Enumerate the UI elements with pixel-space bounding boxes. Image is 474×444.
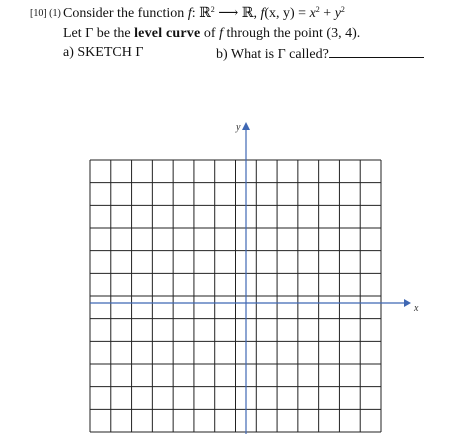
- level-curve-term: level curve: [134, 26, 201, 41]
- function-args: (x, y): [264, 6, 295, 21]
- function-name: f: [187, 6, 192, 21]
- codomain-arrow: ⟶ ℝ,: [214, 6, 261, 21]
- intro-text: Consider the function: [63, 6, 188, 21]
- domain-exponent: 2: [210, 5, 215, 14]
- x-exponent: 2: [315, 5, 320, 14]
- question-number: [10] (1): [30, 8, 61, 19]
- axes: [90, 122, 411, 434]
- x-axis-arrowhead: [404, 299, 411, 307]
- plus-sign: +: [319, 6, 335, 21]
- x-axis-label: x: [414, 303, 419, 314]
- grid-lines: [90, 160, 381, 432]
- through-text: through the point (3, 4).: [222, 26, 361, 41]
- of-text: of: [200, 26, 220, 41]
- y-exponent: 2: [340, 5, 345, 14]
- y-axis-label: y: [236, 122, 241, 133]
- part-b-text: b) What is Γ called?: [216, 47, 329, 62]
- x-term: x: [309, 6, 316, 21]
- domain-symbol: : ℝ: [191, 6, 211, 21]
- y-axis-arrowhead: [242, 122, 250, 130]
- y-term: y: [334, 6, 341, 21]
- let-text: Let Γ be the: [63, 26, 135, 41]
- function-name-2: f: [260, 6, 265, 21]
- equals-sign: =: [294, 6, 310, 21]
- function-name-3: f: [219, 26, 223, 41]
- part-a: a) SKETCH Γ: [63, 45, 144, 60]
